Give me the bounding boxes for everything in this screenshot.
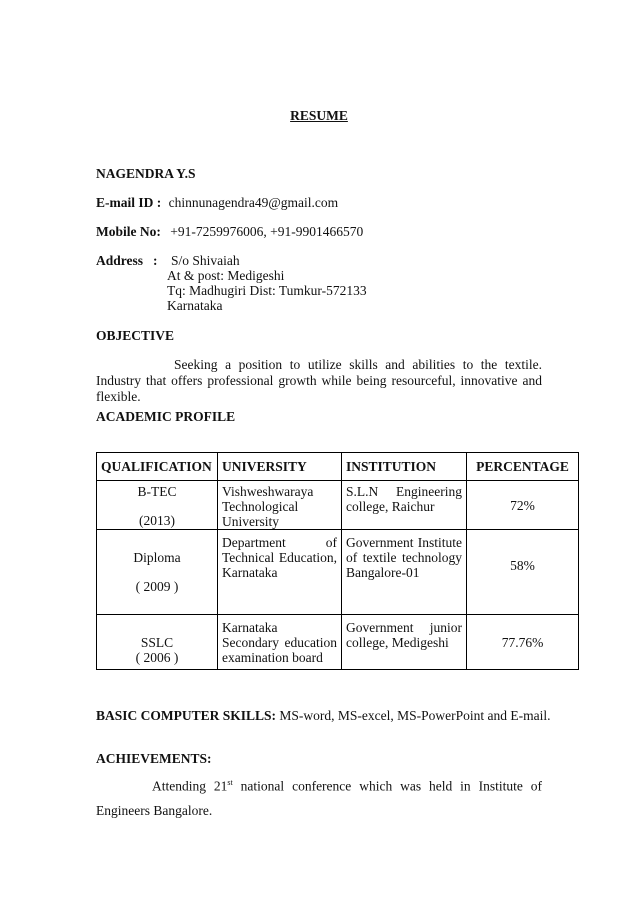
header-qualification: QUALIFICATION [97, 453, 218, 481]
skills-label: BASIC COMPUTER SKILLS: [96, 708, 277, 723]
qualification-cell [97, 481, 218, 530]
achievements-superscript: st [227, 778, 233, 787]
mobile-label: Mobile No: [96, 224, 161, 239]
qualification-name: Diploma [133, 550, 181, 565]
university-cell: Vishweshwaraya Technological University [218, 481, 342, 530]
percentage-cell: 72% [467, 481, 579, 530]
mobile-row [96, 224, 363, 240]
address-line: S/o Shivaiah [171, 253, 240, 268]
table-header-row [97, 453, 579, 481]
email-row [96, 195, 338, 211]
qualification-year: ( 2009 ) [135, 579, 179, 594]
achievements-heading: ACHIEVEMENTS: [96, 751, 212, 766]
achievements-text [96, 771, 542, 823]
table-row [97, 530, 579, 615]
percentage-cell: 58% [467, 530, 579, 615]
university-cell: Department of Technical Education, Karnataka [218, 530, 342, 615]
address-colon: : [153, 253, 158, 268]
institution-cell: S.L.N Engineering college, Raichur [342, 481, 467, 530]
header-percentage: PERCENTAGE [467, 453, 579, 481]
qualification-name: SSLC [140, 635, 174, 650]
address-line: Tq: Madhugiri Dist: Tumkur-572133 [167, 283, 367, 298]
header-university: UNIVERSITY [218, 453, 342, 481]
objective-heading: OBJECTIVE [96, 328, 175, 343]
table-row [97, 481, 579, 530]
skills-value: MS-word, MS-excel, MS-PowerPoint and E-mail. [279, 708, 551, 723]
address-line: Karnataka [167, 298, 223, 313]
email-value: chinnunagendra49@gmail.com [168, 195, 339, 210]
header-institution: INSTITUTION [342, 453, 467, 481]
mobile-value: +91-7259976006, +91-9901466570 [170, 224, 364, 239]
qualification-name: B-TEC [137, 484, 177, 499]
percentage-cell: 77.76% [467, 615, 579, 670]
skills-row [96, 708, 551, 724]
qualification-year: (2013) [139, 513, 175, 528]
table-row [97, 615, 579, 670]
academic-heading: ACADEMIC PROFILE [96, 409, 236, 424]
email-label: E-mail ID : [96, 195, 162, 210]
institution-cell: Government junior college, Medigeshi [342, 615, 467, 670]
address-label: Address [96, 253, 144, 268]
achievements-text-after: national conference which was held in Institute of Engineers Bangalore. [96, 778, 542, 818]
resume-title: RESUME [290, 108, 348, 123]
qualification-cell [97, 530, 218, 615]
objective-text: Seeking a position to utilize skills and abilities to the textile. Industry that offers professional growth while being resourceful, innovative and flexible. [96, 357, 542, 404]
address-line: At & post: Medigeshi [167, 268, 285, 283]
candidate-name: NAGENDRA Y.S [96, 166, 196, 181]
academic-table [96, 452, 579, 670]
university-cell: Karnataka Secondary education examination board [218, 615, 342, 670]
institution-cell: Government Institute of textile technology Bangalore-01 [342, 530, 467, 615]
qualification-cell [97, 615, 218, 670]
achievements-text-before: Attending 21 [152, 778, 228, 794]
qualification-year: ( 2006 ) [135, 650, 179, 665]
